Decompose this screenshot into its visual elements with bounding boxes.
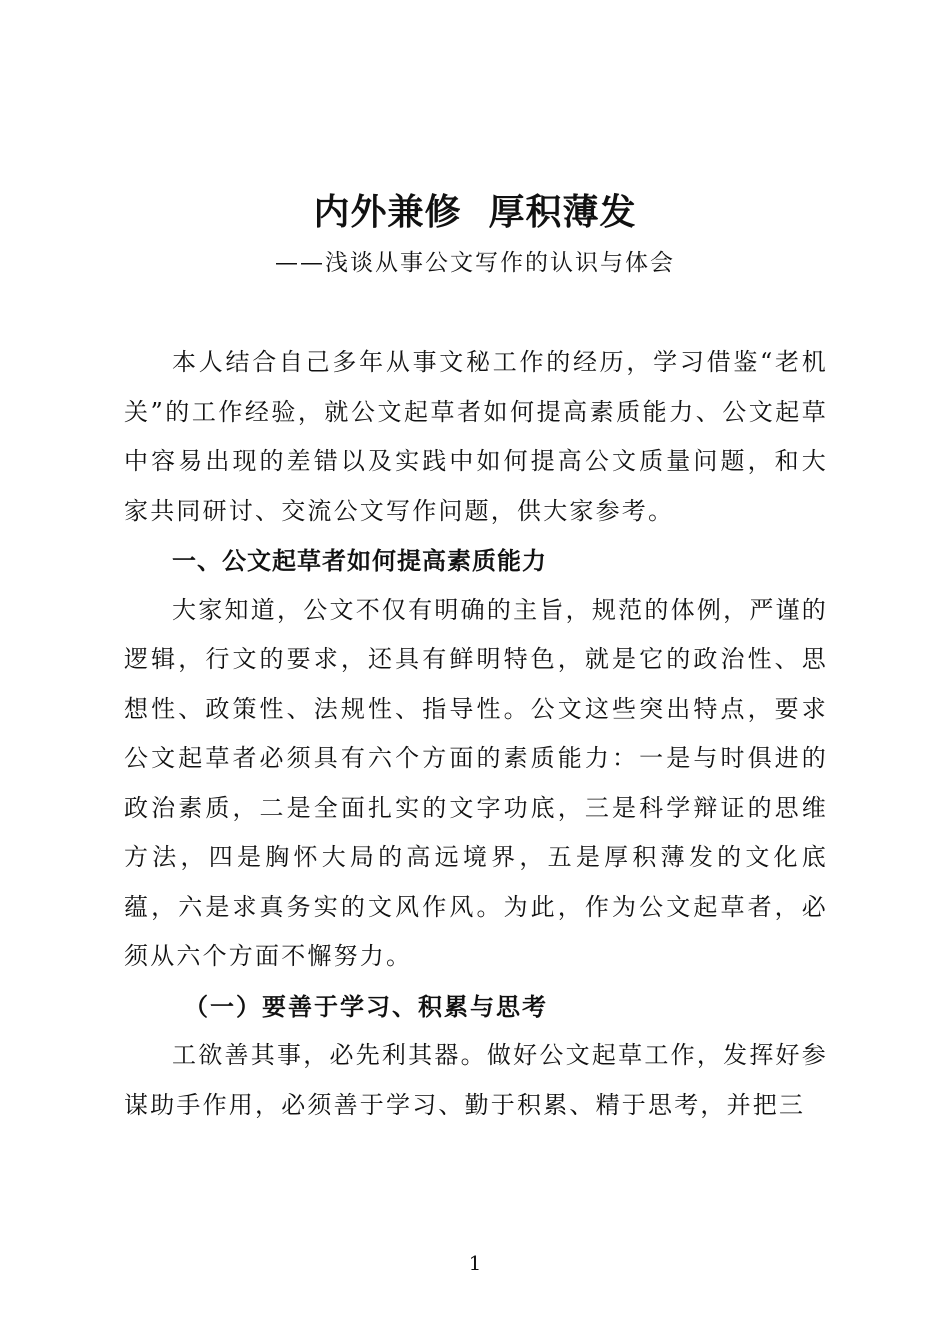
body-paragraph: 大家知道，公文不仅有明确的主旨，规范的体例，严谨的逻辑，行文的要求，还具有鲜明特色，就是它的政治性、思想性、政策性、法规性、指导性。公文这些突出特点，要求公文起草者必须具有六个方面的素质能力：一是与时俱进的政治素质，二是全面扎实的文字功底，三是科学辩证的思维方法，四是胸怀大局的高远境界，五是厚积薄发的文化底蕴，六是求真务实的文风作风。为此，作为公文起草者，必须从六个方面不懈努力。 [124,595,828,970]
subsection-heading: （一）要善于学习、积累与思考 [184,991,548,1021]
section-heading: 一、公文起草者如何提高素质能力 [172,546,547,575]
page-number: 1 [468,1251,482,1275]
intro-paragraph: 本人结合自己多年从事文秘工作的经历，学习借鉴“老机关”的工作经验，就公文起草者如何提高素质能力、公文起草中容易出现的差错以及实践中如何提高公文质量问题，和大家共同研讨、交流公文写作问题，供大家参考。 [124,348,828,525]
document-body [124,338,828,1130]
body-paragraph-continued: 工欲善其事，必先利其器。做好公文起草工作，发挥好参谋助手作用，必须善于学习、勤于积累、精于思考，并把三 [124,1041,828,1119]
document-title: 内外兼修 厚积薄发 [313,191,637,233]
document-subtitle: ——浅谈从事公文写作的认识与体会 [275,250,675,276]
